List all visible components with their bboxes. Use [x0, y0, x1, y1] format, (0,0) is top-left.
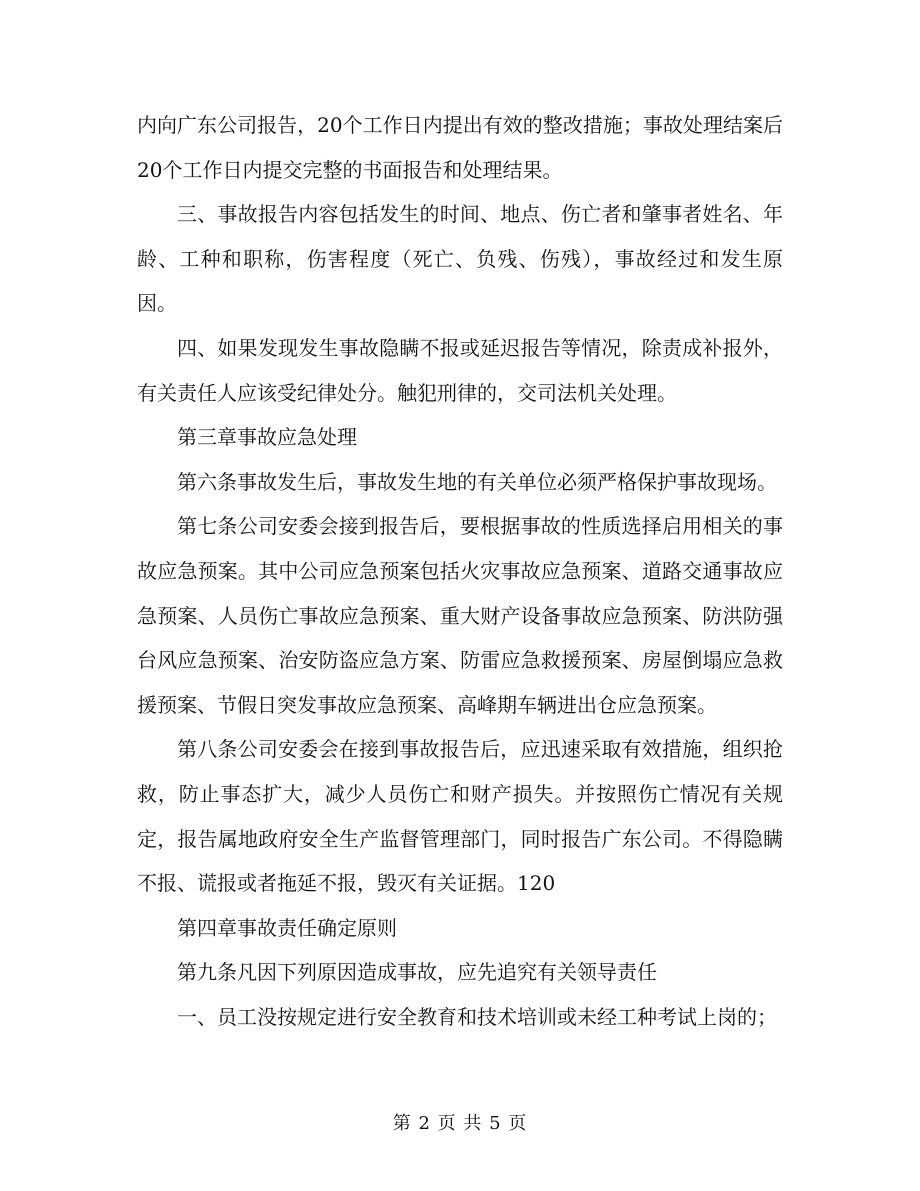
article-9-item-1: 一、员工没按规定进行安全教育和技术培训或未经工种考试上岗的； [177, 1004, 777, 1029]
article-9: 第九条凡因下列原因造成事故，应先追究有关领导责任 [177, 960, 657, 985]
paragraph-1: 内向广东公司报告，20个工作日内提出有效的整改措施；事故处理结案后20个工作日内提交完整的书面报告和处理结果。 [137, 113, 783, 182]
chapter-heading-4: 第四章事故责任确定原则 [177, 915, 397, 940]
article-7: 第七条公司安委会接到报告后，要根据事故的性质选择启用相关的事故应急预案。其中公司应急预案包括火灾事故应急预案、道路交通事故应急预案、人员伤亡事故应急预案、重大财产设备事故应急预案、防洪防强台风应急预案、治安防盗应急方案、防雷应急救援预案、房屋倒塌应急救援预案、节假日突发事故应急预案、高峰期车辆进出仓应急预案。 [137, 514, 783, 717]
paragraph-2: 三、事故报告内容包括发生的时间、地点、伤亡者和肇事者姓名、年龄、工种和职称，伤害程度（死亡、负残、伤残），事故经过和发生原因。 [137, 202, 783, 316]
document-body [137, 103, 783, 1039]
paragraph-3: 四、如果发现发生事故隐瞒不报或延迟报告等情况，除责成补报外，有关责任人应该受纪律处分。触犯刑律的，交司法机关处理。 [137, 335, 783, 405]
chapter-heading-3: 第三章事故应急处理 [177, 425, 357, 450]
article-8: 第八条公司安委会在接到事故报告后，应迅速采取有效措施，组织抢救，防止事态扩大，减少人员伤亡和财产损失。并按照伤亡情况有关规定，报告属地政府安全生产监督管理部门，同时报告广东公司。不得隐瞒不报、谎报或者拖延不报，毁灭有关证据。120 [137, 737, 783, 896]
article-6: 第六条事故发生后，事故发生地的有关单位必须严格保护事故现场。 [177, 469, 777, 494]
page-number-footer: 第 2 页 共 5 页 [392, 1113, 528, 1134]
